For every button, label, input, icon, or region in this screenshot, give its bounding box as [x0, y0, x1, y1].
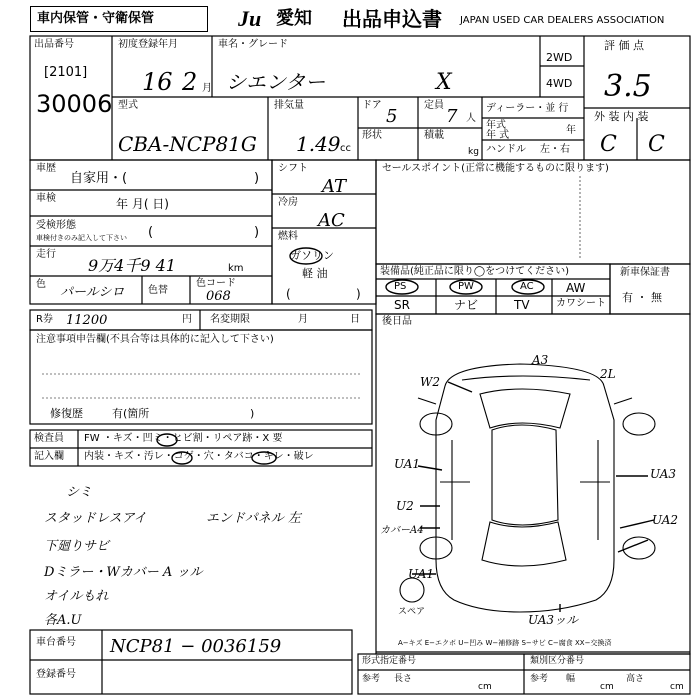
inspector-label: 検査員	[34, 433, 64, 444]
note-line-3: 下廻りサビ	[44, 539, 110, 554]
chassis-type-label: 型式	[118, 100, 138, 111]
form-f1: 形式指定番号	[362, 656, 417, 666]
displacement-unit: cc	[340, 143, 351, 154]
warranty-label: 新車保証書	[620, 267, 670, 278]
reg-no-label: 登録番号	[36, 669, 76, 680]
model-name: シエンター	[226, 70, 326, 94]
fuel-diesel: 軽 油	[302, 267, 328, 280]
dealer-label: ディーラー・並 行	[486, 103, 569, 114]
diag-label-a3: A3	[532, 353, 549, 367]
color-change-label: 色替	[148, 285, 168, 296]
equip-navi: ナビ	[454, 298, 479, 312]
form-length: 長さ	[394, 674, 413, 684]
form-length-cm: cm	[478, 682, 492, 692]
storage-badge-text: 車内保管・守衛保管	[37, 11, 155, 26]
drive-2wd: 2WD	[546, 51, 573, 64]
inspection-label: 車検	[36, 193, 56, 204]
equip-sr: SR	[394, 298, 410, 312]
shift-value: AT	[322, 176, 347, 197]
ext-int-label: 外 装 内 装	[594, 110, 649, 123]
equip-ps: PS	[394, 281, 407, 292]
equip-pw: PW	[458, 281, 474, 292]
shape-label: 形状	[362, 130, 382, 141]
fuel-close: )	[356, 287, 361, 301]
certificate-note: 車検付きのみ記入して下さい	[36, 234, 127, 242]
inspection-text: 年 月( 日)	[116, 197, 169, 211]
dealer-year-unit: 年	[566, 125, 576, 136]
dealer-year-label: 年式	[486, 120, 506, 131]
model-grade: X	[436, 70, 452, 95]
repair-label: 修復歴	[50, 407, 83, 420]
fitted-label: 後日品	[382, 316, 412, 327]
repair-close: )	[250, 407, 255, 420]
history-close: )	[254, 171, 260, 186]
capacity-unit: 人	[466, 113, 476, 124]
note-line-5: オイルもれ	[44, 589, 109, 604]
mileage-label: 走行	[36, 249, 56, 260]
ju-logo: Ju	[238, 6, 262, 31]
mileage-unit: km	[228, 263, 244, 274]
form-ref2: 参考	[530, 674, 549, 684]
name-change-month: 月	[298, 314, 308, 325]
recycle-value: 11200	[66, 313, 108, 328]
dealer-model-label: 年 式	[486, 130, 510, 141]
repair-value: 有(箇所	[112, 407, 150, 420]
diag-label-u2: U2	[396, 499, 414, 513]
name-change-label: 名変期限	[210, 314, 250, 325]
registration-label: 初度登録年月	[118, 39, 178, 50]
equip-tv: TV	[514, 298, 530, 312]
equipment-label: 装備品(純正品に限り◯をつけてください)	[380, 266, 569, 277]
load-unit: kg	[468, 147, 479, 157]
equip-aw: AW	[566, 281, 586, 295]
ac-value: AC	[318, 210, 345, 231]
displacement-label: 排気量	[274, 100, 304, 111]
registration-month-suffix: 月	[202, 83, 212, 94]
form-f2: 類別区分番号	[530, 656, 585, 666]
mileage-value: 9万4千9 41	[88, 256, 176, 275]
displacement-value: 1.49	[296, 132, 341, 156]
doors-label: ドア	[362, 100, 382, 111]
registration-month: 2	[182, 68, 198, 96]
diag-label-bottom: UA3ッル	[528, 613, 579, 627]
equip-sheet: カワシート	[556, 298, 606, 309]
association-name: JAPAN USED CAR DEALERS ASSOCIATION	[460, 15, 665, 26]
diag-label-ua1: UA1	[394, 457, 421, 471]
shift-label: シフト	[278, 163, 308, 174]
drive-4wd: 4WD	[546, 77, 573, 90]
note-line-1: シミ	[66, 485, 93, 500]
lot-sub-number: [2101]	[44, 65, 88, 80]
fuel-label: 燃料	[278, 231, 298, 242]
fuel-gasoline: ガソリン	[290, 249, 334, 262]
record-label: 記入欄	[34, 451, 64, 462]
org-name: 愛知	[276, 8, 312, 29]
load-label: 積載	[424, 130, 444, 141]
form-title: 出品申込書	[342, 7, 442, 31]
inspector-line1: FW ・キズ・凹ミ・ヒビ割・リペア跡・X 要	[84, 433, 283, 444]
diag-label-ua3: UA3	[650, 467, 677, 481]
spare-label: スペア	[398, 607, 426, 617]
color-label: 色	[36, 279, 46, 290]
diag-label-cover: カバーA4	[380, 525, 424, 536]
note-line-4: Dミラー・Wカバー A ッル	[44, 565, 203, 580]
grade-score-label: 評 価 点	[604, 39, 644, 52]
form-ref1: 参考	[362, 674, 381, 684]
car-diagram	[400, 364, 655, 612]
form-width-cm: cm	[600, 682, 614, 692]
warranty-options: 有 ・ 無	[622, 291, 662, 304]
color-code-label: 色コード	[196, 278, 236, 289]
form-height: 高さ	[626, 674, 645, 684]
certificate-close: )	[254, 225, 260, 240]
color-value: パールシロ	[60, 285, 125, 300]
chassis-type-value: CBA-NCP81G	[118, 132, 257, 156]
form-width: 幅	[566, 674, 576, 684]
diag-label-ua2: UA2	[652, 513, 679, 527]
history-value: 自家用・(	[70, 171, 128, 186]
chassis-no-label: 車台番号	[36, 637, 76, 648]
lot-number: 30006	[36, 90, 113, 118]
doors-value: 5	[386, 106, 398, 127]
exterior-grade: C	[600, 132, 617, 157]
capacity-label: 定員	[424, 100, 444, 111]
fuel-open: (	[286, 287, 291, 301]
equip-ac: AC	[520, 281, 534, 292]
form-height-cm: cm	[670, 682, 684, 692]
recycle-unit: 円	[182, 314, 192, 325]
name-change-day: 日	[350, 314, 360, 325]
note-line-6: 各A.U	[44, 613, 82, 628]
model-label: 車名・グレード	[218, 39, 288, 50]
history-label: 車歴	[36, 163, 56, 174]
chassis-no-value: NCP81 − 0036159	[110, 636, 282, 657]
inspector-line2: 内装・キズ・汚レ・コゲ・穴・タバコ・キレ・破レ	[84, 451, 314, 462]
damage-legend: A−キズ E−エクボ U−凹み W−補修跡 S−サビ C−腐食 XX−交換済	[398, 639, 612, 647]
steering-options: 左・右	[540, 144, 570, 155]
steering-label: ハンドル	[486, 144, 526, 155]
note-line-2: スタッドレスアイ	[44, 511, 147, 526]
diag-label-w2: W2	[420, 375, 440, 389]
diag-label-2l: 2L	[600, 367, 616, 381]
recycle-label: R券	[36, 314, 53, 325]
registration-year: 16	[142, 68, 173, 96]
lot-label: 出品番号	[34, 39, 74, 50]
capacity-value: 7	[446, 106, 458, 127]
certificate-open: (	[148, 225, 154, 240]
grade-score-value: 3.5	[604, 69, 652, 104]
diag-label-ua1b: UA1	[408, 567, 435, 581]
color-code: 068	[206, 289, 231, 304]
sales-point-label: セールスポイント(正常に機能するものに限ります)	[382, 163, 609, 174]
interior-grade: C	[648, 132, 665, 157]
engine-note: エンドパネル 左	[206, 511, 301, 526]
certificate-label: 受検形態	[36, 220, 76, 231]
ac-label: 冷房	[278, 197, 298, 208]
notes-label: 注意事項申告欄(不具合等は具体的に記入して下さい)	[36, 334, 274, 345]
